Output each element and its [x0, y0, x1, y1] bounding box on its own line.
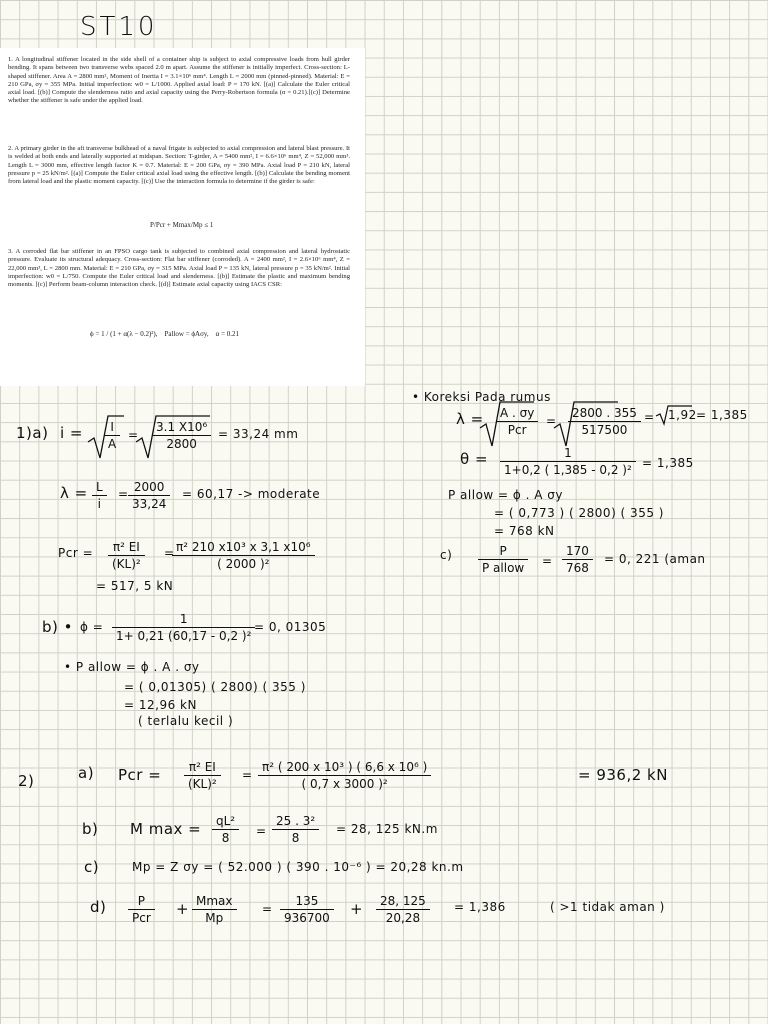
euler-formula-2 [184, 760, 221, 791]
pallow-comment: ( terlalu kecil ) [138, 714, 234, 728]
mmax-values [272, 814, 319, 845]
int-28125: 28, 125 [376, 894, 430, 910]
int-2028: 20,28 [385, 911, 421, 925]
interaction-values-1 [280, 894, 334, 925]
theta-denominator: 1+0,2 ( 1,385 - 0,2 )² [504, 463, 632, 477]
int-P: P [128, 894, 155, 910]
mmax-values-numerator: 25 . 3² [272, 814, 319, 830]
plus-1: + [176, 900, 190, 918]
mmax-label: M max = [130, 820, 202, 838]
phi-fraction [112, 612, 255, 643]
euler2-values-numerator: π² ( 200 x 10³ ) ( 6,6 x 10⁶ ) [258, 760, 431, 776]
pcr2-result: = 936,2 kN [578, 766, 668, 784]
L-symbol: L [92, 480, 107, 496]
equals-6: = [542, 554, 553, 568]
label-2: 2) [18, 772, 35, 790]
denominator-1a: 2800 [166, 437, 197, 451]
fraction-values-1a [152, 420, 211, 451]
check-170: 170 [562, 544, 593, 560]
corrected-pallow-result: = 768 kN [494, 524, 555, 538]
int-Mp: Mp [205, 911, 224, 925]
euler-values-denominator: ( 2000 )² [217, 557, 270, 571]
theta-label: θ = [460, 450, 489, 468]
corrected-pallow-substitution: = ( 0,773 ) ( 2800) ( 355 ) [494, 506, 664, 520]
equals-4: = [546, 414, 557, 428]
label-2d: d) [90, 898, 107, 916]
label-2c: c) [84, 858, 100, 876]
plastic-moment-line: Mp = Z σy = ( 52.000 ) ( 390 . 10⁻⁶ ) = 20,28 kn.m [132, 860, 464, 874]
mmax-numerator: qL² [212, 814, 239, 830]
pcr-result: = 517, 5 kN [96, 579, 174, 593]
problem-3-text: 3. A corroded flat bar stiffener in an FPSO cargo tank is subjected to combined axial compression and lateral hydrostatic pressure. Evaluate its structural adequacy. Cross-section: Flat bar stiffener (corroded). A = 2400 mm², I = 2.6×10⁶ mm⁴, Z = 22,000 mm³, L = 2800 mm. Material: E = 210 GPa, σy = 315 MPa. Axial load P = 135 kN, lateral pressure p = 35 kN/m². Initial imperfection: w0 = L/750. Compute the Euler critical load and slenderness. [(b)] Estimate the plastic and maximum bending moments. [(c)] Perform beam-column interaction check. [(d)] Estimate axial capacity using IACS CSR: [8, 248, 350, 289]
iacs-equation [90, 330, 239, 338]
euler-denominator: (KL)² [112, 557, 141, 571]
mmax-denominator: 8 [221, 831, 230, 845]
check-P: P [478, 544, 528, 560]
lambda-label: λ = [60, 484, 88, 502]
int-Mmax: Mmax [192, 894, 237, 910]
check-fraction-2 [562, 544, 593, 575]
label-2b: b) [82, 820, 99, 838]
slenderness-result: = 60,17 -> moderate [182, 487, 321, 501]
phi-result: = 0, 01305 [254, 620, 327, 634]
check-768: 768 [566, 561, 589, 575]
int-936700: 936700 [284, 911, 330, 925]
interaction-fraction-2 [192, 894, 237, 925]
euler-values-numerator: π² 210 x10³ x 3,1 x10⁶ [172, 540, 315, 556]
I-symbol: I [104, 420, 120, 436]
correction-heading: • Koreksi Pada rumus [412, 390, 551, 404]
problem-2-text: 2. A primary girder in the aft transverse bulkhead of a naval frigate is subjected to axial compression and lateral blast pressure. It is welded at both ends and laterally supported at midspan. Section: T-girder, A = 5400 mm², I = 6.6×10⁶ mm⁴, Z = 52,000 mm³. Length L = 3000 mm, effective length factor K = 0.7. Material: E = 200 GPa, σy = 390 MPa. Axial load P = 210 kN, lateral pressure p = 25 kN/m². [(a)] Compute the Euler critical axial load using the effective length. [(b)] Calculate the bending moment from lateral load and the plastic moment capacity. [(c)] Use the interaction formula to determine if the girder is safe: [8, 145, 350, 186]
interaction-fraction-1 [128, 894, 155, 925]
check-result: = 0, 221 (aman [604, 552, 706, 566]
pcr-denominator: Pcr [507, 423, 527, 437]
euler-numerator: π² EI [108, 540, 145, 556]
label-1b: b) • [42, 618, 73, 636]
euler-formula-1 [108, 540, 145, 571]
equals-9: = [262, 902, 273, 916]
equals-7: = [242, 768, 253, 782]
correction-denominator: 517500 [581, 423, 628, 437]
correction-fraction-1 [496, 406, 538, 437]
euler-values-2 [258, 760, 431, 791]
mmax-values-denominator: 8 [291, 831, 300, 845]
correction-lambda-label: λ = [456, 410, 484, 428]
numerator-1a: 3.1 X10⁶ [152, 420, 211, 436]
equals-5: = [644, 410, 655, 424]
int-Pcr: Pcr [132, 911, 151, 925]
pallow-result: = 12,96 kN [124, 698, 197, 712]
A-symbol: A [108, 437, 117, 451]
equals-1: = [128, 428, 139, 442]
mmax-result: = 28, 125 kN.m [336, 822, 438, 836]
A-sigma-y: A . σy [496, 406, 538, 422]
equation-rhs: ≤ 1 [204, 221, 214, 229]
equals-2: = [118, 487, 129, 501]
theta-result: = 1,385 [642, 456, 694, 470]
fraction-I-over-A [104, 420, 120, 451]
pallow-label: • P allow = ϕ . A . σy [64, 660, 200, 674]
alpha-value: α = 0.21 [215, 330, 240, 338]
equation-lhs: P/Pcr + Mmax/Mp [150, 221, 203, 229]
radius-gyration-label: i = [60, 424, 84, 442]
lambda-result: = 1,385 [696, 408, 748, 422]
i-symbol: i [97, 497, 102, 511]
pallow-formula: Pallow = ϕAσy, [164, 330, 209, 338]
label-2a: a) [78, 764, 95, 782]
correction-numerator: 2800 . 355 [568, 406, 641, 422]
interaction-result: = 1,386 [454, 900, 506, 914]
check-fraction-1 [478, 544, 528, 575]
check-pallow: P allow [482, 561, 525, 575]
pcr-label: Pcr = [58, 546, 94, 560]
euler2-values-denominator: ( 0,7 x 3000 )² [301, 777, 388, 791]
mmax-formula [212, 814, 239, 845]
theta-fraction [500, 446, 636, 477]
fraction-L-over-i [92, 480, 107, 511]
interaction-values-2 [376, 894, 430, 925]
phi-denominator: 1+ 0,21 (60,17 - 0,2 )² [116, 629, 252, 643]
corrected-pallow-label: P allow = ϕ . A σy [448, 488, 564, 502]
equals-8: = [256, 824, 267, 838]
radius-value: 33,24 [132, 497, 167, 511]
interaction-equation [150, 221, 213, 229]
length-value: 2000 [128, 480, 170, 496]
interaction-verdict: ( >1 tidak aman ) [550, 900, 665, 914]
theta-numerator: 1 [500, 446, 636, 462]
result-radius-gyration: = 33,24 mm [218, 427, 299, 441]
pallow-substitution: = ( 0,01305) ( 2800) ( 355 ) [124, 680, 306, 694]
label-1c: c) [440, 548, 453, 562]
phi-numerator: 1 [112, 612, 255, 628]
fraction-2000-3324 [128, 480, 170, 511]
int-135: 135 [280, 894, 334, 910]
problem-sheet [0, 48, 365, 386]
equals-3: = [164, 546, 175, 560]
label-1a: 1)a) [16, 424, 49, 442]
sqrt-value: 1,92 [668, 408, 697, 422]
problem-1-text: 1. A longitudinal stiffener located in the side shell of a container ship is subject to axial compressive loads from hull girder bending. It spans between two transverse webs spaced 2.0 m apart. Assume the stiffener is initially imperfect. Cross-section: L-shaped stiffener. Area A = 2800 mm², Moment of Inertia I = 3.1×10⁶ mm⁴. Length L = 2000 mm (pinned-pinned). Material: E = 210 GPa, σy = 355 MPa. Initial imperfection: w0 = L/1000. Applied axial load: P = 170 kN. [(a)] Calculate the Euler critical axial load. [(b)] Compute the slenderness ratio and axial capacity using the Perry-Robertson formula (α = 0.21).[(c)] Determine whether the stiffener is safe under the applied load. [8, 56, 350, 105]
euler2-numerator: π² EI [184, 760, 221, 776]
phi-formula: ϕ = 1 / (1 + α(λ − 0.2)²), [90, 330, 158, 338]
pcr2-label: Pcr = [118, 766, 162, 784]
euler-values-1 [172, 540, 315, 571]
plus-2: + [350, 900, 364, 918]
euler2-denominator: (KL)² [188, 777, 217, 791]
correction-fraction-2 [568, 406, 641, 437]
page-title: ST10 [80, 12, 158, 42]
phi-label: ϕ = [80, 620, 104, 634]
